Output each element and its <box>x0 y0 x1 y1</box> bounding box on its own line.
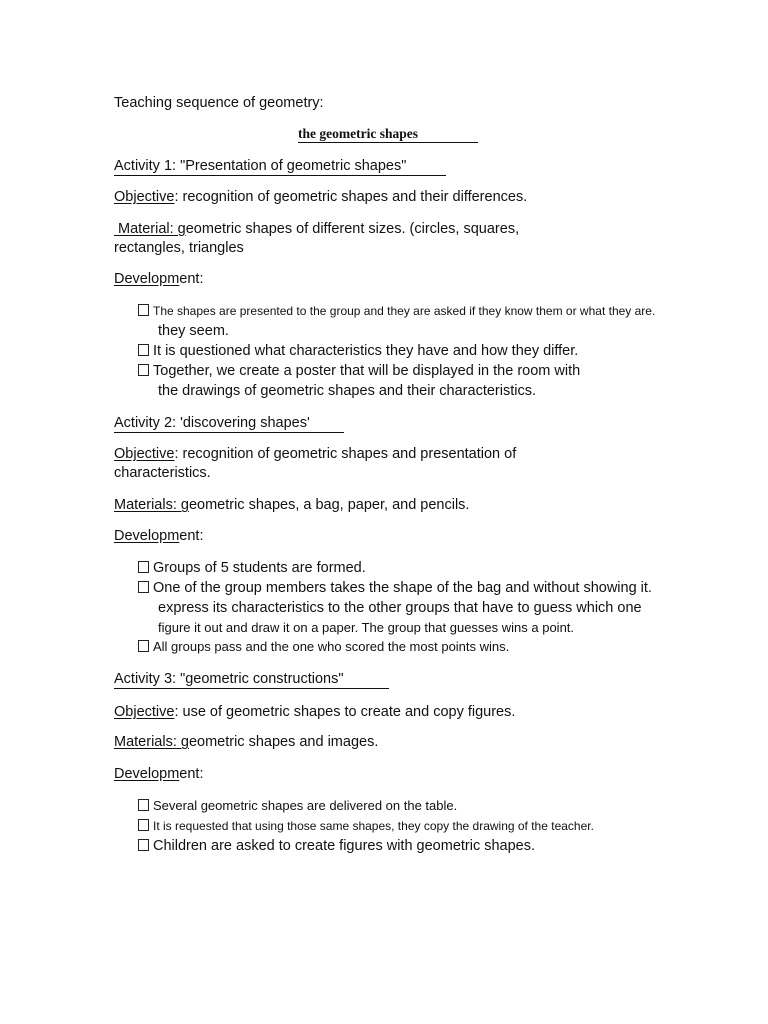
activity-2-development <box>114 527 203 545</box>
activity-1-heading-text: Activity 1: "Presentation of geometric shapes" <box>114 158 446 176</box>
list-item: One of the group members takes the shape of the bag and without showing it. <box>138 579 652 597</box>
checkbox-icon <box>138 344 149 356</box>
activity-2-heading-text: Activity 2: 'discovering shapes' <box>114 415 344 433</box>
activity-3-heading-text: Activity 3: "geometric constructions" <box>114 671 389 689</box>
material-label: Materials: g <box>114 497 189 513</box>
list-item: Several geometric shapes are delivered on the table. <box>138 797 457 815</box>
list-item: Together, we create a poster that will be displayed in the room with <box>138 362 580 380</box>
development-suffix: ent: <box>179 271 204 287</box>
list-item: The shapes are presented to the group and they are asked if they know them or what they are. <box>138 302 655 320</box>
activity-2-objective-cont: characteristics. <box>114 465 211 481</box>
objective-text: : recognition of geometric shapes and presentation of <box>174 446 517 462</box>
activity-2-material <box>114 496 469 514</box>
activity-1-objective <box>114 188 527 206</box>
list-item: All groups pass and the one who scored the most points wins. <box>138 638 509 656</box>
checkbox-icon <box>138 819 149 831</box>
material-text: eometric shapes and images. <box>188 734 379 750</box>
activity-3-objective <box>114 703 515 721</box>
development-label: Developm <box>114 271 180 287</box>
material-label: Materials: g <box>114 734 189 750</box>
intro-text: Teaching sequence of geometry: <box>114 95 324 111</box>
list-item-cont: they seem. <box>158 323 229 339</box>
material-text: eometric shapes, a bag, paper, and pencils. <box>188 497 470 513</box>
checkbox-icon <box>138 364 149 376</box>
objective-label: Objective <box>114 446 175 462</box>
activity-3-material <box>114 733 378 751</box>
material-text: eometric shapes of different sizes. (circles, squares, <box>185 221 520 237</box>
development-label: Developm <box>114 528 180 544</box>
list-item: It is questioned what characteristics they have and how they differ. <box>138 342 578 360</box>
objective-label: Objective <box>114 189 175 205</box>
activity-3-development <box>114 765 203 783</box>
checkbox-icon <box>138 304 149 316</box>
objective-text: : recognition of geometric shapes and their differences. <box>174 189 528 205</box>
checkbox-icon <box>138 799 149 811</box>
activity-3-heading <box>114 670 389 689</box>
checkbox-icon <box>138 839 149 851</box>
document-title: the geometric shapes <box>298 126 478 143</box>
activity-1-material-cont: rectangles, triangles <box>114 240 244 256</box>
list-item: Children are asked to create figures with geometric shapes. <box>138 837 535 855</box>
activity-2-objective <box>114 445 516 463</box>
objective-label: Objective <box>114 704 175 720</box>
activity-1-heading <box>114 157 446 176</box>
development-label: Developm <box>114 766 180 782</box>
list-item-cont: figure it out and draw it on a paper. The group that guesses wins a point. <box>158 620 575 635</box>
checkbox-icon <box>138 581 149 593</box>
activity-2-heading <box>114 414 344 433</box>
checkbox-icon <box>138 561 149 573</box>
material-label: Material: g <box>114 221 186 237</box>
checkbox-icon <box>138 640 149 652</box>
objective-text: : use of geometric shapes to create and copy figures. <box>174 704 516 720</box>
list-item: Groups of 5 students are formed. <box>138 559 366 577</box>
list-item-cont: express its characteristics to the other groups that have to guess which one <box>158 600 642 616</box>
list-item: It is requested that using those same shapes, they copy the drawing of the teacher. <box>138 817 594 835</box>
activity-1-material <box>114 220 519 238</box>
activity-1-development <box>114 270 203 288</box>
development-suffix: ent: <box>179 528 204 544</box>
development-suffix: ent: <box>179 766 204 782</box>
list-item-cont: the drawings of geometric shapes and their characteristics. <box>158 383 536 399</box>
